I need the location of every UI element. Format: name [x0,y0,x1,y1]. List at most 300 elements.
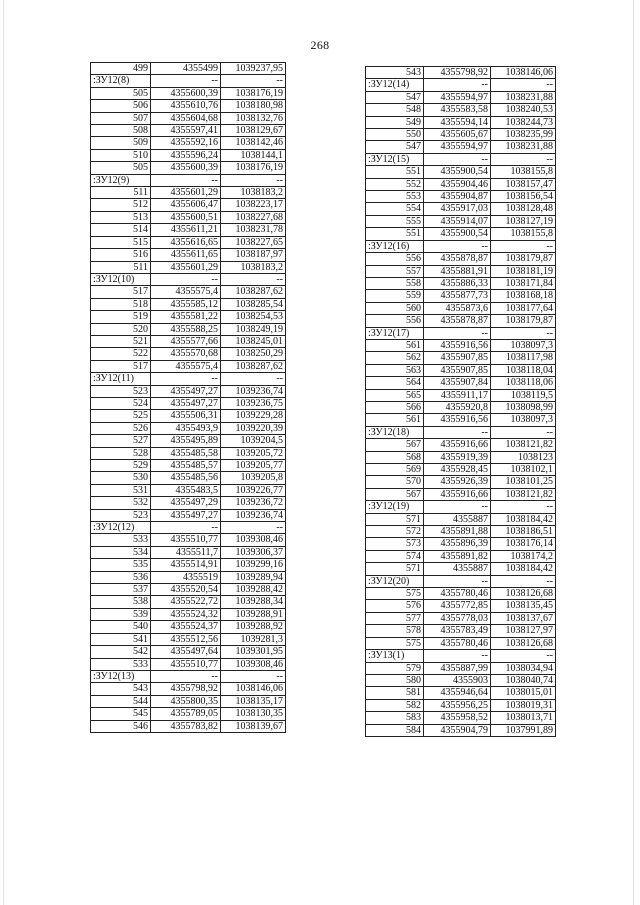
y-coordinate-cell: 1038179,87 [491,253,556,265]
point-number-cell: 551 [366,166,424,178]
point-row [366,191,556,203]
y-coordinate-cell: 1038287,62 [221,360,286,372]
point-number-cell: 551 [366,228,424,240]
point-row [366,625,556,637]
y-coordinate-cell: 1038254,53 [221,311,286,323]
x-coordinate-cell: 4355878,87 [424,315,491,327]
parcel-label-cell: :ЗУ12(11) [91,373,151,385]
point-row [366,414,556,426]
x-coordinate-cell: 4355887,99 [424,662,491,674]
x-coordinate-cell: 4355919,39 [424,451,491,463]
x-coordinate-cell: 4355616,65 [151,236,221,248]
y-coordinate-cell: 1039205,72 [221,447,286,459]
y-coordinate-cell: 1039229,28 [221,410,286,422]
point-row [366,699,556,711]
x-coordinate-cell: 4355873,6 [424,302,491,314]
point-row [366,588,556,600]
point-number-cell: 565 [366,389,424,401]
point-row [366,141,556,153]
point-number-cell: 566 [366,401,424,413]
y-coordinate-cell: 1038235,99 [491,129,556,141]
point-number-cell: 533 [91,658,151,670]
x-coordinate-cell: 4355780,46 [424,637,491,649]
point-row [366,724,556,736]
point-number-cell: 561 [366,339,424,351]
y-coordinate-cell: 1038157,47 [491,178,556,190]
point-row [91,460,286,472]
x-coordinate-cell: 4355577,66 [151,335,221,347]
x-coordinate-cell: 4355594,97 [424,141,491,153]
point-number-cell: 522 [91,348,151,360]
point-row [91,646,286,658]
y-coordinate-cell: 1038250,29 [221,348,286,360]
point-number-cell: 517 [91,360,151,372]
point-number-cell: 505 [91,87,151,99]
parcel-header-row [366,153,556,165]
point-number-cell: 579 [366,662,424,674]
y-coordinate-cell: 1038123 [491,451,556,463]
y-coordinate-cell: 1038137,67 [491,612,556,624]
x-coordinate-cell: -- [424,153,491,165]
point-number-cell: 510 [91,149,151,161]
x-coordinate-cell: 4355958,52 [424,712,491,724]
point-number-cell: 536 [91,571,151,583]
point-number-cell: 520 [91,323,151,335]
x-coordinate-cell: 4355600,51 [151,211,221,223]
y-coordinate-cell: 1038156,54 [491,191,556,203]
x-coordinate-cell: -- [151,273,221,285]
point-row [366,476,556,488]
point-row [91,137,286,149]
y-coordinate-cell: 1039281,3 [221,633,286,645]
point-row [91,249,286,261]
x-coordinate-cell: 4355900,54 [424,228,491,240]
point-row [366,513,556,525]
point-number-cell: 547 [366,91,424,103]
point-row [91,63,286,75]
x-coordinate-cell: 4355583,58 [424,104,491,116]
point-number-cell: 561 [366,414,424,426]
y-coordinate-cell: 1038019,31 [491,699,556,711]
parcel-header-row [91,273,286,285]
y-coordinate-cell: 1038144,1 [221,149,286,161]
point-row [366,464,556,476]
x-coordinate-cell: 4355604,68 [151,112,221,124]
point-number-cell: 572 [366,526,424,538]
point-row [91,224,286,236]
point-number-cell: 505 [91,162,151,174]
x-coordinate-cell: 4355524,32 [151,608,221,620]
x-coordinate-cell: 4355877,73 [424,290,491,302]
x-coordinate-cell: 4355581,22 [151,311,221,323]
point-number-cell: 533 [91,534,151,546]
point-row [91,658,286,670]
x-coordinate-cell: 4355904,87 [424,191,491,203]
point-number-cell: 546 [91,720,151,732]
x-coordinate-cell: 4355497,64 [151,646,221,658]
x-coordinate-cell: 4355606,47 [151,199,221,211]
y-coordinate-cell: -- [221,273,286,285]
point-number-cell: 511 [91,261,151,273]
point-row [91,187,286,199]
y-coordinate-cell: 1039308,46 [221,534,286,546]
point-number-cell: 573 [366,538,424,550]
point-number-cell: 530 [91,472,151,484]
y-coordinate-cell: 1039236,74 [221,509,286,521]
x-coordinate-cell: 4355896,39 [424,538,491,550]
point-row [366,612,556,624]
y-coordinate-cell: 1038135,17 [221,695,286,707]
x-coordinate-cell: 4355497,27 [151,509,221,521]
x-coordinate-cell: 4355783,49 [424,625,491,637]
y-coordinate-cell: 1038180,98 [221,100,286,112]
point-row [91,608,286,620]
y-coordinate-cell: 1038231,88 [491,91,556,103]
point-row [91,596,286,608]
point-row [91,509,286,521]
x-coordinate-cell: 4355886,33 [424,277,491,289]
point-number-cell: 507 [91,112,151,124]
point-row [91,397,286,409]
x-coordinate-cell: 4355904,46 [424,178,491,190]
point-number-cell: 537 [91,584,151,596]
x-coordinate-cell: 4355926,39 [424,476,491,488]
point-number-cell: 564 [366,377,424,389]
point-row [366,538,556,550]
point-number-cell: 525 [91,410,151,422]
point-row [366,104,556,116]
x-coordinate-cell: 4355914,07 [424,215,491,227]
y-coordinate-cell: 1039288,92 [221,621,286,633]
x-coordinate-cell: -- [424,650,491,662]
y-coordinate-cell: 1038121,82 [491,439,556,451]
x-coordinate-cell: 4355928,45 [424,464,491,476]
y-coordinate-cell: 1038287,62 [221,286,286,298]
y-coordinate-cell: -- [491,240,556,252]
point-row [366,178,556,190]
point-number-cell: 571 [366,563,424,575]
x-coordinate-cell: 4355611,65 [151,249,221,261]
y-coordinate-cell: 1038121,82 [491,488,556,500]
y-coordinate-cell: 1038244,73 [491,116,556,128]
y-coordinate-cell: 1038097,3 [491,414,556,426]
parcel-label-cell: :ЗУ12(13) [91,670,151,682]
y-coordinate-cell: 1038249,19 [221,323,286,335]
point-number-cell: 580 [366,674,424,686]
point-row [91,695,286,707]
parcel-label-cell: :ЗУ12(9) [91,174,151,186]
x-coordinate-cell: 4355907,85 [424,364,491,376]
point-number-cell: 535 [91,559,151,571]
scan-edge-left [3,0,4,905]
point-number-cell: 539 [91,608,151,620]
point-row [91,720,286,732]
y-coordinate-cell: 1039289,94 [221,571,286,583]
x-coordinate-cell: 4355780,46 [424,588,491,600]
x-coordinate-cell: 4355506,31 [151,410,221,422]
point-number-cell: 547 [366,141,424,153]
y-coordinate-cell: 1039236,72 [221,497,286,509]
point-row [366,662,556,674]
x-coordinate-cell: 4355610,76 [151,100,221,112]
point-number-cell: 554 [366,203,424,215]
point-row [366,302,556,314]
x-coordinate-cell: 4355891,82 [424,550,491,562]
y-coordinate-cell: 1038015,01 [491,687,556,699]
x-coordinate-cell: 4355570,68 [151,348,221,360]
point-number-cell: 529 [91,460,151,472]
x-coordinate-cell: -- [151,75,221,87]
point-number-cell: 518 [91,298,151,310]
parcel-label-cell: :ЗУ13(1) [366,650,424,662]
point-number-cell: 577 [366,612,424,624]
y-coordinate-cell: 1038155,8 [491,166,556,178]
x-coordinate-cell: 4355485,57 [151,460,221,472]
y-coordinate-cell: 1038139,67 [221,720,286,732]
x-coordinate-cell: 4355510,77 [151,534,221,546]
x-coordinate-cell: -- [151,670,221,682]
point-row [91,360,286,372]
x-coordinate-cell: 4355611,21 [151,224,221,236]
y-coordinate-cell: 1038177,64 [491,302,556,314]
point-number-cell: 538 [91,596,151,608]
x-coordinate-cell: 4355499 [151,63,221,75]
parcel-header-row [366,79,556,91]
point-row [91,683,286,695]
x-coordinate-cell: 4355900,54 [424,166,491,178]
x-coordinate-cell: 4355497,29 [151,497,221,509]
y-coordinate-cell: 1039288,42 [221,584,286,596]
x-coordinate-cell: 4355887 [424,513,491,525]
point-row [366,116,556,128]
x-coordinate-cell: 4355601,29 [151,187,221,199]
parcel-label-cell: :ЗУ12(19) [366,501,424,513]
y-coordinate-cell: 1038176,14 [491,538,556,550]
x-coordinate-cell: 4355524,37 [151,621,221,633]
point-row [91,100,286,112]
y-coordinate-cell: 1039226,77 [221,484,286,496]
point-row [91,87,286,99]
point-number-cell: 540 [91,621,151,633]
y-coordinate-cell: 1038128,48 [491,203,556,215]
point-number-cell: 527 [91,435,151,447]
y-coordinate-cell: 1038097,3 [491,339,556,351]
x-coordinate-cell: 4355514,91 [151,559,221,571]
point-number-cell: 583 [366,712,424,724]
point-number-cell: 543 [366,67,424,79]
x-coordinate-cell: -- [424,79,491,91]
x-coordinate-cell: 4355917,03 [424,203,491,215]
y-coordinate-cell: 1038101,25 [491,476,556,488]
y-coordinate-cell: 1038118,04 [491,364,556,376]
point-row [366,563,556,575]
x-coordinate-cell: 4355600,39 [151,87,221,99]
x-coordinate-cell: -- [424,575,491,587]
parcel-label-cell: :ЗУ12(8) [91,75,151,87]
parcel-header-row [91,522,286,534]
x-coordinate-cell: 4355778,03 [424,612,491,624]
point-number-cell: 575 [366,588,424,600]
y-coordinate-cell: 1038227,65 [221,236,286,248]
point-row [91,125,286,137]
x-coordinate-cell: 4355497,27 [151,397,221,409]
y-coordinate-cell: -- [491,501,556,513]
point-number-cell: 516 [91,249,151,261]
point-number-cell: 584 [366,724,424,736]
y-coordinate-cell: 1038179,87 [491,315,556,327]
page-number: 268 [310,38,330,52]
point-row [366,352,556,364]
x-coordinate-cell: 4355920,8 [424,401,491,413]
y-coordinate-cell: 1038227,68 [221,211,286,223]
point-number-cell: 558 [366,277,424,289]
point-number-cell: 575 [366,637,424,649]
y-coordinate-cell: 1038146,06 [491,67,556,79]
y-coordinate-cell: 1038285,54 [221,298,286,310]
point-row [91,410,286,422]
y-coordinate-cell: 1038168,18 [491,290,556,302]
point-row [366,637,556,649]
y-coordinate-cell: 1038142,46 [221,137,286,149]
point-number-cell: 511 [91,187,151,199]
point-row [366,364,556,376]
parcel-header-row [366,650,556,662]
y-coordinate-cell: -- [491,575,556,587]
y-coordinate-cell: 1039306,37 [221,546,286,558]
point-row [91,472,286,484]
parcel-label-cell: :ЗУ12(18) [366,426,424,438]
y-coordinate-cell: 1038135,45 [491,600,556,612]
y-coordinate-cell: 1038245,01 [221,335,286,347]
x-coordinate-cell: 4355510,77 [151,658,221,670]
y-coordinate-cell: 1038186,51 [491,526,556,538]
x-coordinate-cell: 4355495,89 [151,435,221,447]
x-coordinate-cell: 4355485,56 [151,472,221,484]
point-number-cell: 509 [91,137,151,149]
x-coordinate-cell: 4355946,64 [424,687,491,699]
point-number-cell: 555 [366,215,424,227]
x-coordinate-cell: 4355789,05 [151,708,221,720]
point-row [366,129,556,141]
x-coordinate-cell: 4355798,92 [151,683,221,695]
y-coordinate-cell: 1038240,53 [491,104,556,116]
x-coordinate-cell: 4355783,82 [151,720,221,732]
x-coordinate-cell: 4355956,25 [424,699,491,711]
point-number-cell: 567 [366,439,424,451]
coordinates-table-right [365,66,556,737]
point-row [91,584,286,596]
x-coordinate-cell: -- [151,174,221,186]
parcel-header-row [366,575,556,587]
y-coordinate-cell: -- [491,426,556,438]
point-number-cell: 499 [91,63,151,75]
coordinates-table-left [90,62,286,733]
point-row [366,600,556,612]
point-number-cell: 559 [366,290,424,302]
y-coordinate-cell: 1038231,88 [491,141,556,153]
x-coordinate-cell: -- [424,327,491,339]
x-coordinate-cell: 4355575,4 [151,360,221,372]
point-row [366,339,556,351]
point-number-cell: 544 [91,695,151,707]
point-number-cell: 581 [366,687,424,699]
parcel-header-row [91,174,286,186]
x-coordinate-cell: 4355916,66 [424,439,491,451]
point-row [366,439,556,451]
point-row [91,311,286,323]
y-coordinate-cell: 1038181,19 [491,265,556,277]
y-coordinate-cell: 1038171,84 [491,277,556,289]
point-row [366,550,556,562]
y-coordinate-cell: 1038130,35 [221,708,286,720]
point-row [366,253,556,265]
y-coordinate-cell: 1038176,19 [221,162,286,174]
point-number-cell: 570 [366,476,424,488]
y-coordinate-cell: -- [221,75,286,87]
y-coordinate-cell: 1038127,97 [491,625,556,637]
x-coordinate-cell: 4355575,4 [151,286,221,298]
point-row [91,286,286,298]
y-coordinate-cell: 1038146,06 [221,683,286,695]
point-row [91,422,286,434]
x-coordinate-cell: -- [151,373,221,385]
point-row [91,385,286,397]
point-number-cell: 557 [366,265,424,277]
y-coordinate-cell: 1038102,1 [491,464,556,476]
x-coordinate-cell: 4355907,84 [424,377,491,389]
point-number-cell: 528 [91,447,151,459]
x-coordinate-cell: -- [424,240,491,252]
point-row [91,435,286,447]
parcel-header-row [91,373,286,385]
x-coordinate-cell: 4355597,41 [151,125,221,137]
point-number-cell: 545 [91,708,151,720]
point-row [91,559,286,571]
x-coordinate-cell: 4355772,85 [424,600,491,612]
y-coordinate-cell: 1038184,42 [491,513,556,525]
y-coordinate-cell: 1038184,42 [491,563,556,575]
point-row [91,199,286,211]
y-coordinate-cell: 1038174,2 [491,550,556,562]
y-coordinate-cell: 1039236,74 [221,385,286,397]
point-row [366,488,556,500]
point-row [366,265,556,277]
point-row [366,712,556,724]
x-coordinate-cell: 4355600,39 [151,162,221,174]
y-coordinate-cell: 1038132,76 [221,112,286,124]
point-row [91,335,286,347]
point-row [366,91,556,103]
x-coordinate-cell: -- [424,426,491,438]
x-coordinate-cell: 4355903 [424,674,491,686]
point-number-cell: 517 [91,286,151,298]
point-row [91,633,286,645]
x-coordinate-cell: 4355519 [151,571,221,583]
parcel-label-cell: :ЗУ12(16) [366,240,424,252]
parcel-label-cell: :ЗУ12(10) [91,273,151,285]
x-coordinate-cell: 4355520,54 [151,584,221,596]
point-row [366,215,556,227]
y-coordinate-cell: 1039220,39 [221,422,286,434]
point-number-cell: 513 [91,211,151,223]
y-coordinate-cell: 1038129,67 [221,125,286,137]
y-coordinate-cell: -- [491,650,556,662]
point-row [91,708,286,720]
point-row [366,228,556,240]
parcel-header-row [91,670,286,682]
coordinates-table-left-body [91,63,286,733]
point-row [91,112,286,124]
